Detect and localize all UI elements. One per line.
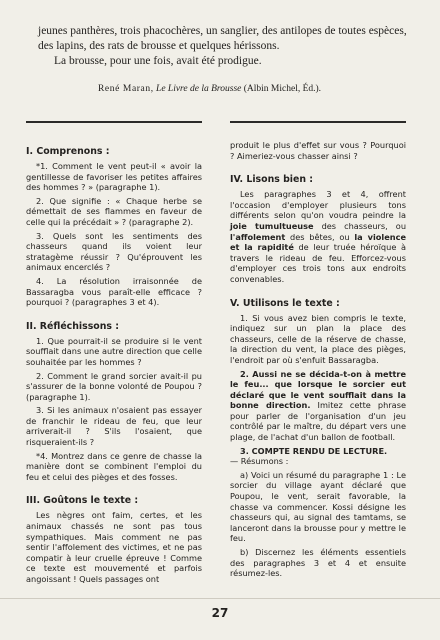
question-1-3: 3. Quels sont les sentiments des chasseurs quand ils voient leur stratagème réussir ? Qu'éprouvent les animaux encerclés ? <box>26 230 202 273</box>
left-column <box>26 146 202 588</box>
tone-violence: la violence et la rapidité <box>230 231 407 253</box>
section-5-title: V. Utilisons le texte : <box>230 297 340 309</box>
question-2-2: 2. Comment le grand sorcier avait-il pu s'assurer de la bonne volonté de Poupou ? (paragraphe 1). <box>26 370 202 402</box>
right-rule <box>230 121 406 123</box>
question-2-4: *4. Montrez dans ce genre de chasse la manière dont se combinent l'emploi du feu et celui des pièges et des fosses. <box>26 450 202 482</box>
credit-publisher: (Albin Michel, Éd.). <box>243 84 322 94</box>
credit-author: René Maran, <box>98 84 154 94</box>
tone-joy: joie tumultueuse <box>230 220 314 231</box>
exercise-5-3: 3. COMPTE RENDU DE LECTURE. — Résumons : <box>230 445 388 467</box>
section-4-title: IV. Lisons bien : <box>230 174 314 186</box>
left-rule <box>26 121 202 123</box>
section-4-text: Les paragraphes 3 et 4, offrent l'occasion d'employer plusieurs tons différents selon qu'on voudra peindre la joie tumultueuse des chasseurs, ou l'affolement des bêtes, ou la violence et la rapidité de leur truée héroïque à travers le rideau de feu. Efforcez-vous d'employer ces trois tons aux endroits convenables. <box>230 189 407 284</box>
section-3-text: Les nègres ont faim, certes, et les animaux chassés ne sont pas tous sympathiques. Mais comment ne pas sentir l'affolement des victimes, et ne pas compatir à leur cruelle épreuve ! Comme ce texte est mouvementé et parfois angoissant ! Quels passages ont <box>26 510 202 584</box>
page-number: 27 <box>211 606 229 620</box>
footer-rule <box>0 598 440 599</box>
section-3-title: III. Goûtons le texte : <box>26 495 139 507</box>
exercise-5-2: 2. Aussi ne se décida-t-on à mettre le feu... que lorsque le sorcier eut déclaré que le vent soufflait dans la bonne direction. Imitez cette phrase pour parler de l'organisation d'un jeu contrôlé par le maître, du départ vers une plage, de l'achat d'un ballon de football. <box>230 368 406 443</box>
question-2-3: 3. Si les animaux n'osaient pas essayer de franchir le rideau de feu, que leur arriverait-il ? S'ils l'osaient, que risqueraient-ils ? <box>26 405 202 448</box>
exercise-5-3b: b) Discernez les éléments essentiels des paragraphes 3 et 4 et ensuite résumez-les. <box>230 547 406 579</box>
intro-passage <box>38 24 410 69</box>
right-column <box>230 140 406 582</box>
section-3-continued: produit le plus d'effet sur vous ? Pourquoi ? Aimeriez-vous chasser ainsi ? <box>230 140 406 161</box>
section-1-title: I. Comprenons : <box>26 146 110 157</box>
question-1-2: 2. Que signifie : « Chaque herbe se démettait de ses flammes en faveur de celle qui la précédait » ? (paragraphe 2). <box>26 195 202 227</box>
intro-line-1: jeunes panthères, trois phacochères, un sanglier, des antilopes de toutes espèces, des lapins, des rats de brousse et quelques hérissons. <box>38 25 407 52</box>
source-credit <box>98 84 418 94</box>
question-2-1: 1. Que pourrait-il se produire si le vent soufflait dans une autre direction que celle souhaitée par les hommes ? <box>26 335 202 367</box>
tone-panic: l'affolement <box>230 231 286 242</box>
credit-book-title: Le Livre de la Brousse <box>156 84 242 94</box>
exercise-5-3a: a) Voici un résumé du paragraphe 1 : Le sorcier du village ayant déclaré que Poupou, le vent, serait favorable, la chasse va commencer. Kossi désigne les chasseurs qui, au signal des tamtams, se lanceront dans la brousse pour y mettre le feu. <box>230 469 406 544</box>
question-1-1: *1. Comment le vent peut-il « avoir la gentillesse de favoriser les petites affaires des hommes ? » (paragraphe 1). <box>26 161 202 193</box>
exercise-5-1: 1. Si vous avez bien compris le texte, indiquez sur un plan la place des chasseurs, celle de la réserve de chasse, la direction du vent, la place des pièges, l'endroit par où s'enfuit Bassaragba. <box>230 312 406 365</box>
intro-line-2: La brousse, pour une fois, avait été prodigue. <box>54 55 262 67</box>
section-2-title: II. Réfléchissons : <box>26 320 119 332</box>
question-1-4: 4. La résolution irraisonnée de Bassaragba vous paraît-elle efficace ? pourquoi ? (paragraphes 3 et 4). <box>26 275 202 308</box>
